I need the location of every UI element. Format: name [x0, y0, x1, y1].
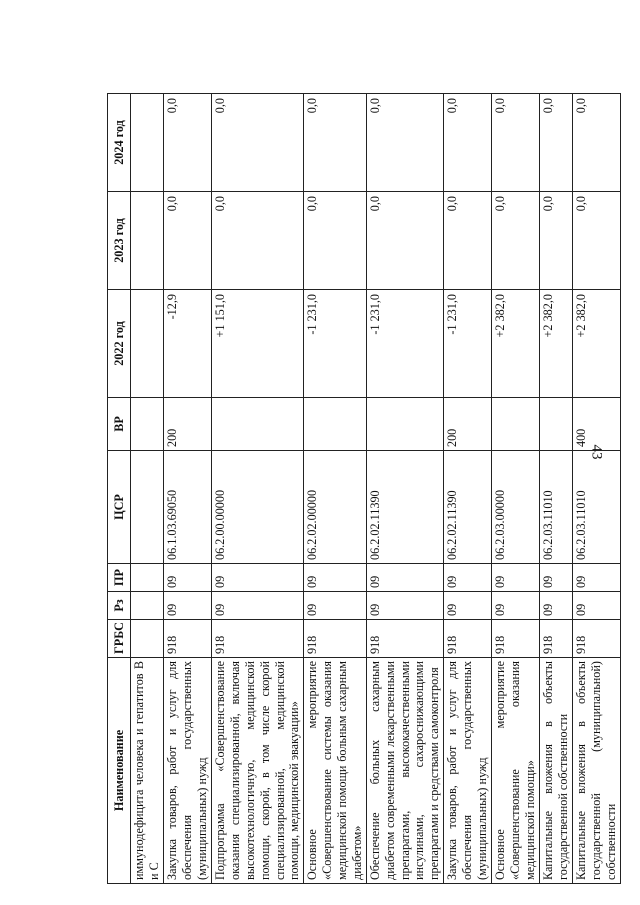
cell-grbs: 918 — [164, 620, 212, 658]
cell-rz: 09 — [444, 592, 492, 620]
cell-pr: 09 — [304, 564, 367, 592]
cell-rz: 09 — [492, 592, 540, 620]
cell-2022: -1 231,0 — [444, 290, 492, 398]
table-row — [212, 94, 304, 884]
cell-vr: 400 — [573, 398, 621, 451]
cell-2024 — [131, 94, 164, 192]
cell-csr: 06.2.03.11010 — [573, 451, 621, 564]
cell-csr: 06.2.03.00000 — [492, 451, 540, 564]
table-header-row — [108, 94, 131, 884]
cell-vr: 200 — [444, 398, 492, 451]
table-row — [573, 94, 621, 884]
cell-grbs: 918 — [492, 620, 540, 658]
table-row — [304, 94, 367, 884]
cell-2023: 0,0 — [444, 192, 492, 290]
header-2022: 2022 год — [108, 290, 131, 398]
cell-pr: 09 — [573, 564, 621, 592]
cell-vr: 200 — [164, 398, 212, 451]
cell-grbs: 918 — [573, 620, 621, 658]
cell-grbs: 918 — [212, 620, 304, 658]
cell-vr — [366, 398, 443, 451]
cell-name: Основное мероприятие «Совершенствование системы оказания медицинской помощи больным сахарным диабетом» — [304, 658, 367, 884]
cell-pr: 09 — [444, 564, 492, 592]
cell-2022: -12,9 — [164, 290, 212, 398]
cell-rz: 09 — [304, 592, 367, 620]
cell-2022: +1 151,0 — [212, 290, 304, 398]
cell-name: иммунодефицита человека и гепатитов В и С — [131, 658, 164, 884]
cell-csr: 06.1.03.69050 — [164, 451, 212, 564]
cell-2022: +2 382,0 — [492, 290, 540, 398]
cell-2024: 0,0 — [492, 94, 540, 192]
cell-csr: 06.2.02.00000 — [304, 451, 367, 564]
cell-2023: 0,0 — [540, 192, 573, 290]
cell-vr — [212, 398, 304, 451]
cell-pr: 09 — [164, 564, 212, 592]
cell-pr: 09 — [366, 564, 443, 592]
cell-grbs — [131, 620, 164, 658]
cell-name: Обеспечение больных сахарным диабетом современными лекарственными препаратами, высококачественными инсулинами, сахароснижающими препаратами и средствами самоконтроля — [366, 658, 443, 884]
cell-2024: 0,0 — [304, 94, 367, 192]
cell-pr: 09 — [540, 564, 573, 592]
cell-pr — [131, 564, 164, 592]
table-row — [164, 94, 212, 884]
table-row — [131, 94, 164, 884]
budget-table — [107, 93, 621, 884]
cell-vr — [304, 398, 367, 451]
cell-grbs: 918 — [366, 620, 443, 658]
cell-name: Подпрограмма «Совершенствование оказания специализированной, включая высокотехнологичную, медицинской помощи, скорой, в том числе скорой специализированной, медицинской помощи, медицинской эвакуации» — [212, 658, 304, 884]
page-number: 43 — [588, 444, 605, 460]
cell-csr — [131, 451, 164, 564]
cell-csr: 06.2.02.11390 — [366, 451, 443, 564]
cell-2022: +2 382,0 — [540, 290, 573, 398]
cell-name: Основное мероприятие «Совершенствование оказания медицинской помощи» — [492, 658, 540, 884]
header-grbs: ГРБС — [108, 620, 131, 658]
cell-2023: 0,0 — [492, 192, 540, 290]
cell-name: Закупка товаров, работ и услуг для обеспечения государственных (муниципальных) нужд — [444, 658, 492, 884]
cell-rz: 09 — [366, 592, 443, 620]
cell-2022 — [131, 290, 164, 398]
cell-rz: 09 — [164, 592, 212, 620]
cell-2024: 0,0 — [366, 94, 443, 192]
cell-2024: 0,0 — [164, 94, 212, 192]
cell-name: Закупка товаров, работ и услуг для обеспечения государственных (муниципальных) нужд — [164, 658, 212, 884]
header-name: Наименование — [108, 658, 131, 884]
cell-2023: 0,0 — [366, 192, 443, 290]
cell-2024: 0,0 — [573, 94, 621, 192]
cell-rz: 09 — [540, 592, 573, 620]
header-2024: 2024 год — [108, 94, 131, 192]
cell-rz — [131, 592, 164, 620]
header-pr: ПР — [108, 564, 131, 592]
cell-2023: 0,0 — [212, 192, 304, 290]
cell-2024: 0,0 — [540, 94, 573, 192]
header-csr: ЦСР — [108, 451, 131, 564]
cell-2022: +2 382,0 — [573, 290, 621, 398]
cell-2022: -1 231,0 — [366, 290, 443, 398]
cell-pr: 09 — [212, 564, 304, 592]
cell-2023: 0,0 — [304, 192, 367, 290]
cell-2023: 0,0 — [573, 192, 621, 290]
header-vr: ВР — [108, 398, 131, 451]
cell-2023: 0,0 — [164, 192, 212, 290]
table-row — [540, 94, 573, 884]
cell-2022: -1 231,0 — [304, 290, 367, 398]
cell-2023 — [131, 192, 164, 290]
cell-vr — [131, 398, 164, 451]
cell-pr: 09 — [492, 564, 540, 592]
cell-2024: 0,0 — [212, 94, 304, 192]
cell-grbs: 918 — [540, 620, 573, 658]
cell-name: Капитальные вложения в объекты государственной (муниципальной) собственности — [573, 658, 621, 884]
cell-rz: 09 — [212, 592, 304, 620]
cell-csr: 06.2.03.11010 — [540, 451, 573, 564]
cell-vr — [540, 398, 573, 451]
cell-csr: 06.2.02.11390 — [444, 451, 492, 564]
header-2023: 2023 год — [108, 192, 131, 290]
table-row — [492, 94, 540, 884]
cell-grbs: 918 — [444, 620, 492, 658]
cell-vr — [492, 398, 540, 451]
cell-name: Капитальные вложения в объекты государственной собственности — [540, 658, 573, 884]
cell-rz: 09 — [573, 592, 621, 620]
cell-grbs: 918 — [304, 620, 367, 658]
table-row — [366, 94, 443, 884]
cell-2024: 0,0 — [444, 94, 492, 192]
header-rz: Рз — [108, 592, 131, 620]
cell-csr: 06.2.00.00000 — [212, 451, 304, 564]
table-row — [444, 94, 492, 884]
